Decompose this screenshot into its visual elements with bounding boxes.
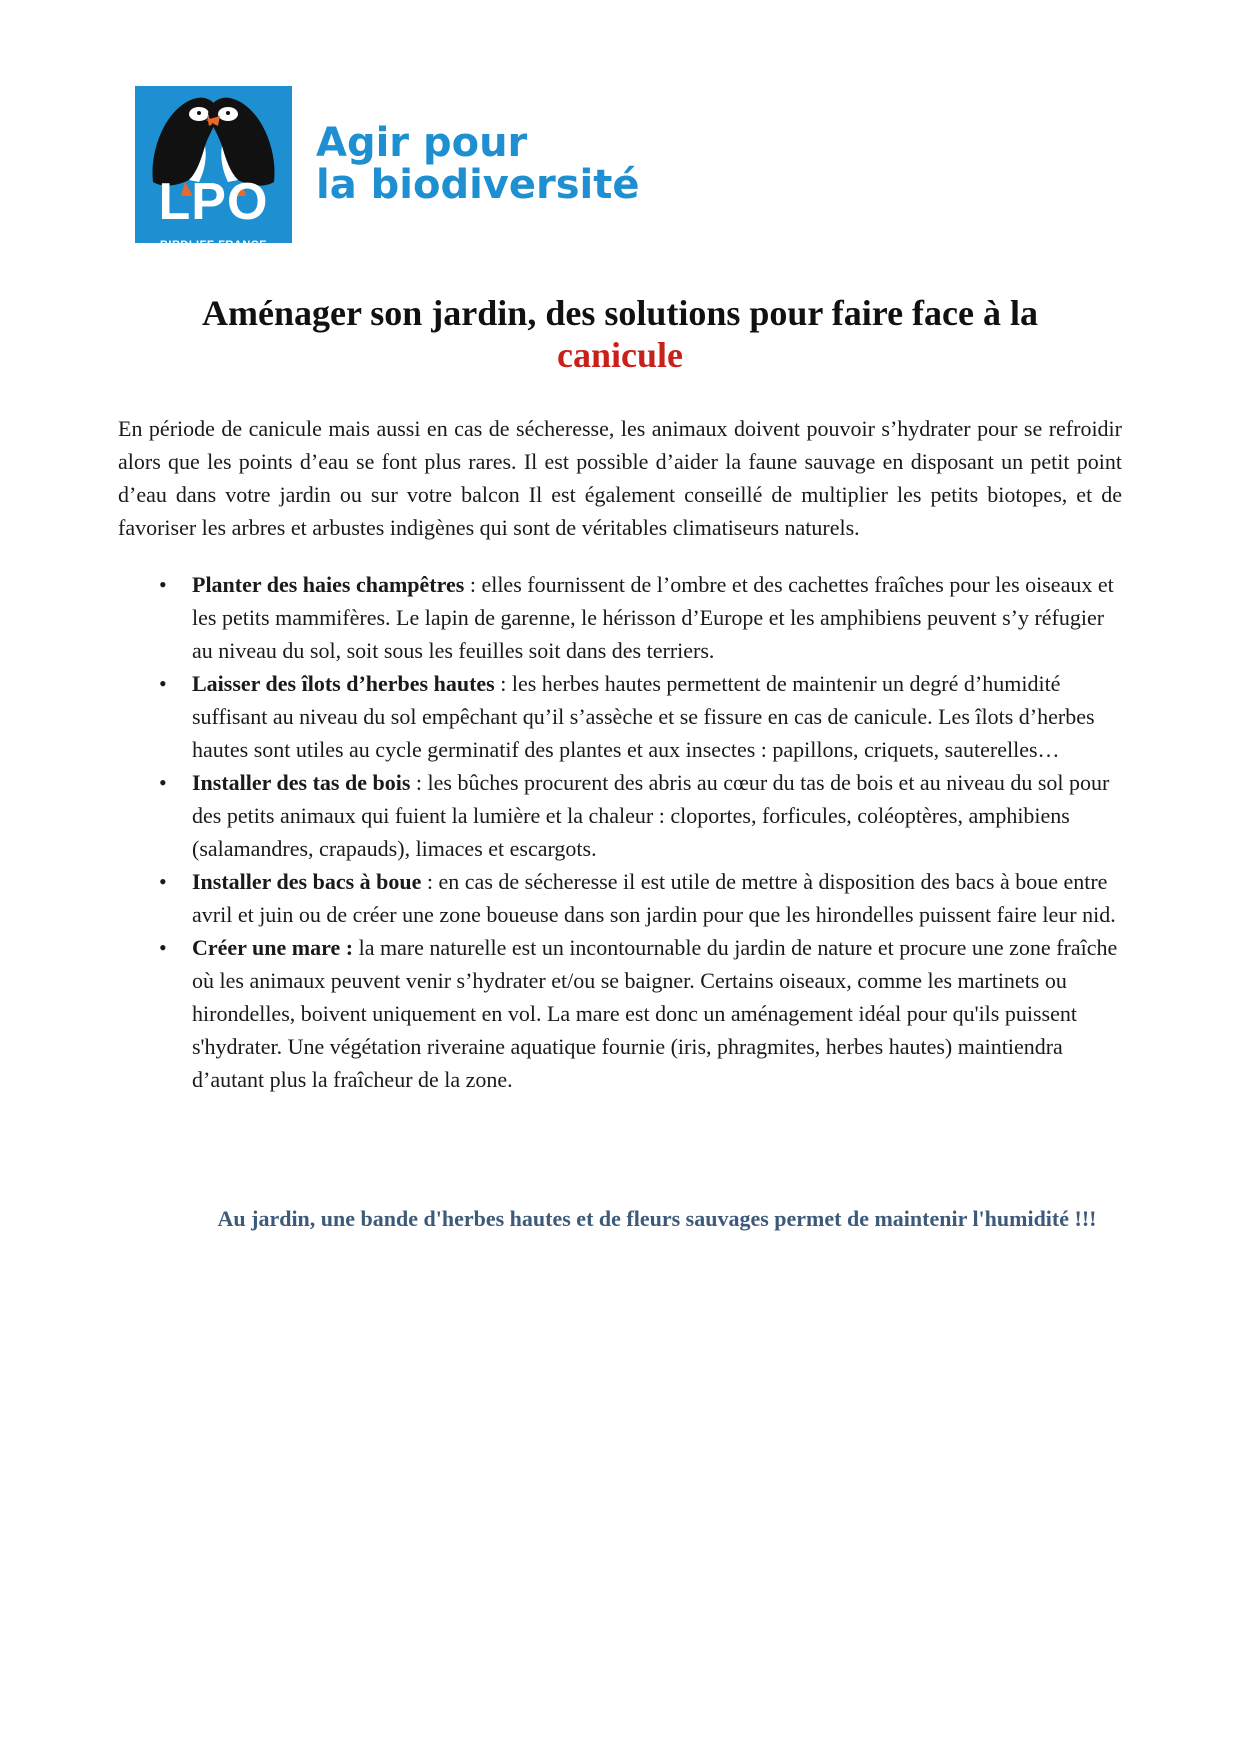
list-item [118,766,1122,865]
bullet-icon: • [159,770,167,795]
bullet-icon: • [159,935,167,960]
tips-list [118,568,1122,1096]
title-line-1: Aménager son jardin, des solutions pour faire face à la [201,293,1038,333]
list-item-heading: Installer des bacs à boue [192,869,422,894]
tagline-line-2: la biodiversité [316,162,640,208]
list-item-text: : elles fournissent de l’ombre et des cachettes fraîches pour les oiseaux et les petits mammifères. Le lapin de garenne, le hérisson d’Europe et les amphibiens peuvent s’y réfugier au niveau du sol, soit sous les feuilles soit dans des terriers. [192,572,1114,663]
list-item-text: : les herbes hautes permettent de maintenir un degré d’humidité suffisant au niveau du sol empêchant qu’il s’assèche et se fissure en cas de canicule. Les îlots d’herbes hautes sont utiles au cycle germinatif des plantes et aux insectes : papillons, criquets, sauterelles… [192,671,1095,762]
list-item-text: la mare naturelle est un incontournable du jardin de nature et procure une zone fraîche où les animaux peuvent venir s’hydrater et/ou se baigner. Certains oiseaux, comme les martinets ou hirondelles, boivent uniquement en vol. La mare est donc un aménagement idéal pour qu'ils puissent s'hydrater. Une végétation riveraine aquatique fournie (iris, phragmites, herbes hautes) maintiendra d’autant plus la fraîcheur de la zone. [192,935,1118,1092]
list-item-text: : les bûches procurent des abris au cœur du tas de bois et au niveau du sol pour des petits animaux qui fuient la lumière et la chaleur : cloportes, forficules, coléoptères, amphibiens (salamandres, crapauds), limaces et escargots. [192,770,1110,861]
lpo-logo [130,64,650,251]
intro-paragraph: En période de canicule mais aussi en cas de sécheresse, les animaux doivent pouvoir s’hydrater pour se refroidir alors que les points d’eau se font plus rares. Il est possible d’aider la faune sauvage en disposant un petit point d’eau dans votre jardin ou sur votre balcon Il est également conseillé de multiplier les petits biotopes, et de favoriser les arbres et arbustes indigènes qui sont de véritables climatiseurs naturels. [118,416,1122,540]
list-item-heading: Planter des haies champêtres [192,572,465,597]
logo-lpo-text: LPO [158,173,269,231]
logo-birdlife-text: BIRDLIFE FRANCE [159,239,268,251]
list-item [118,865,1122,931]
bullet-icon: • [159,671,167,696]
bullet-icon: • [159,869,167,894]
lpo-logo-square [135,86,292,251]
tagline-line-1: Agir pour [316,120,528,166]
list-item-heading: Créer une mare : [192,935,354,960]
logo-tagline [316,122,640,206]
list-item-heading: Laisser des îlots d’herbes hautes [192,671,495,696]
list-item-text: : en cas de sécheresse il est utile de mettre à disposition des bacs à boue entre avril et juin ou de créer une zone boueuse dans son jardin pour que les hirondelles puissent faire leur nid. [192,869,1116,927]
list-item [118,667,1122,766]
list-item [118,568,1122,667]
list-item [118,931,1122,1096]
title-line-2: canicule [557,335,683,375]
page-title [118,292,1122,376]
bullet-icon: • [159,572,167,597]
closing-statement: Au jardin, une bande d'herbes hautes et de fleurs sauvages permet de maintenir l'humidité !!! [217,1206,1097,1231]
list-item-heading: Installer des tas de bois [192,770,411,795]
